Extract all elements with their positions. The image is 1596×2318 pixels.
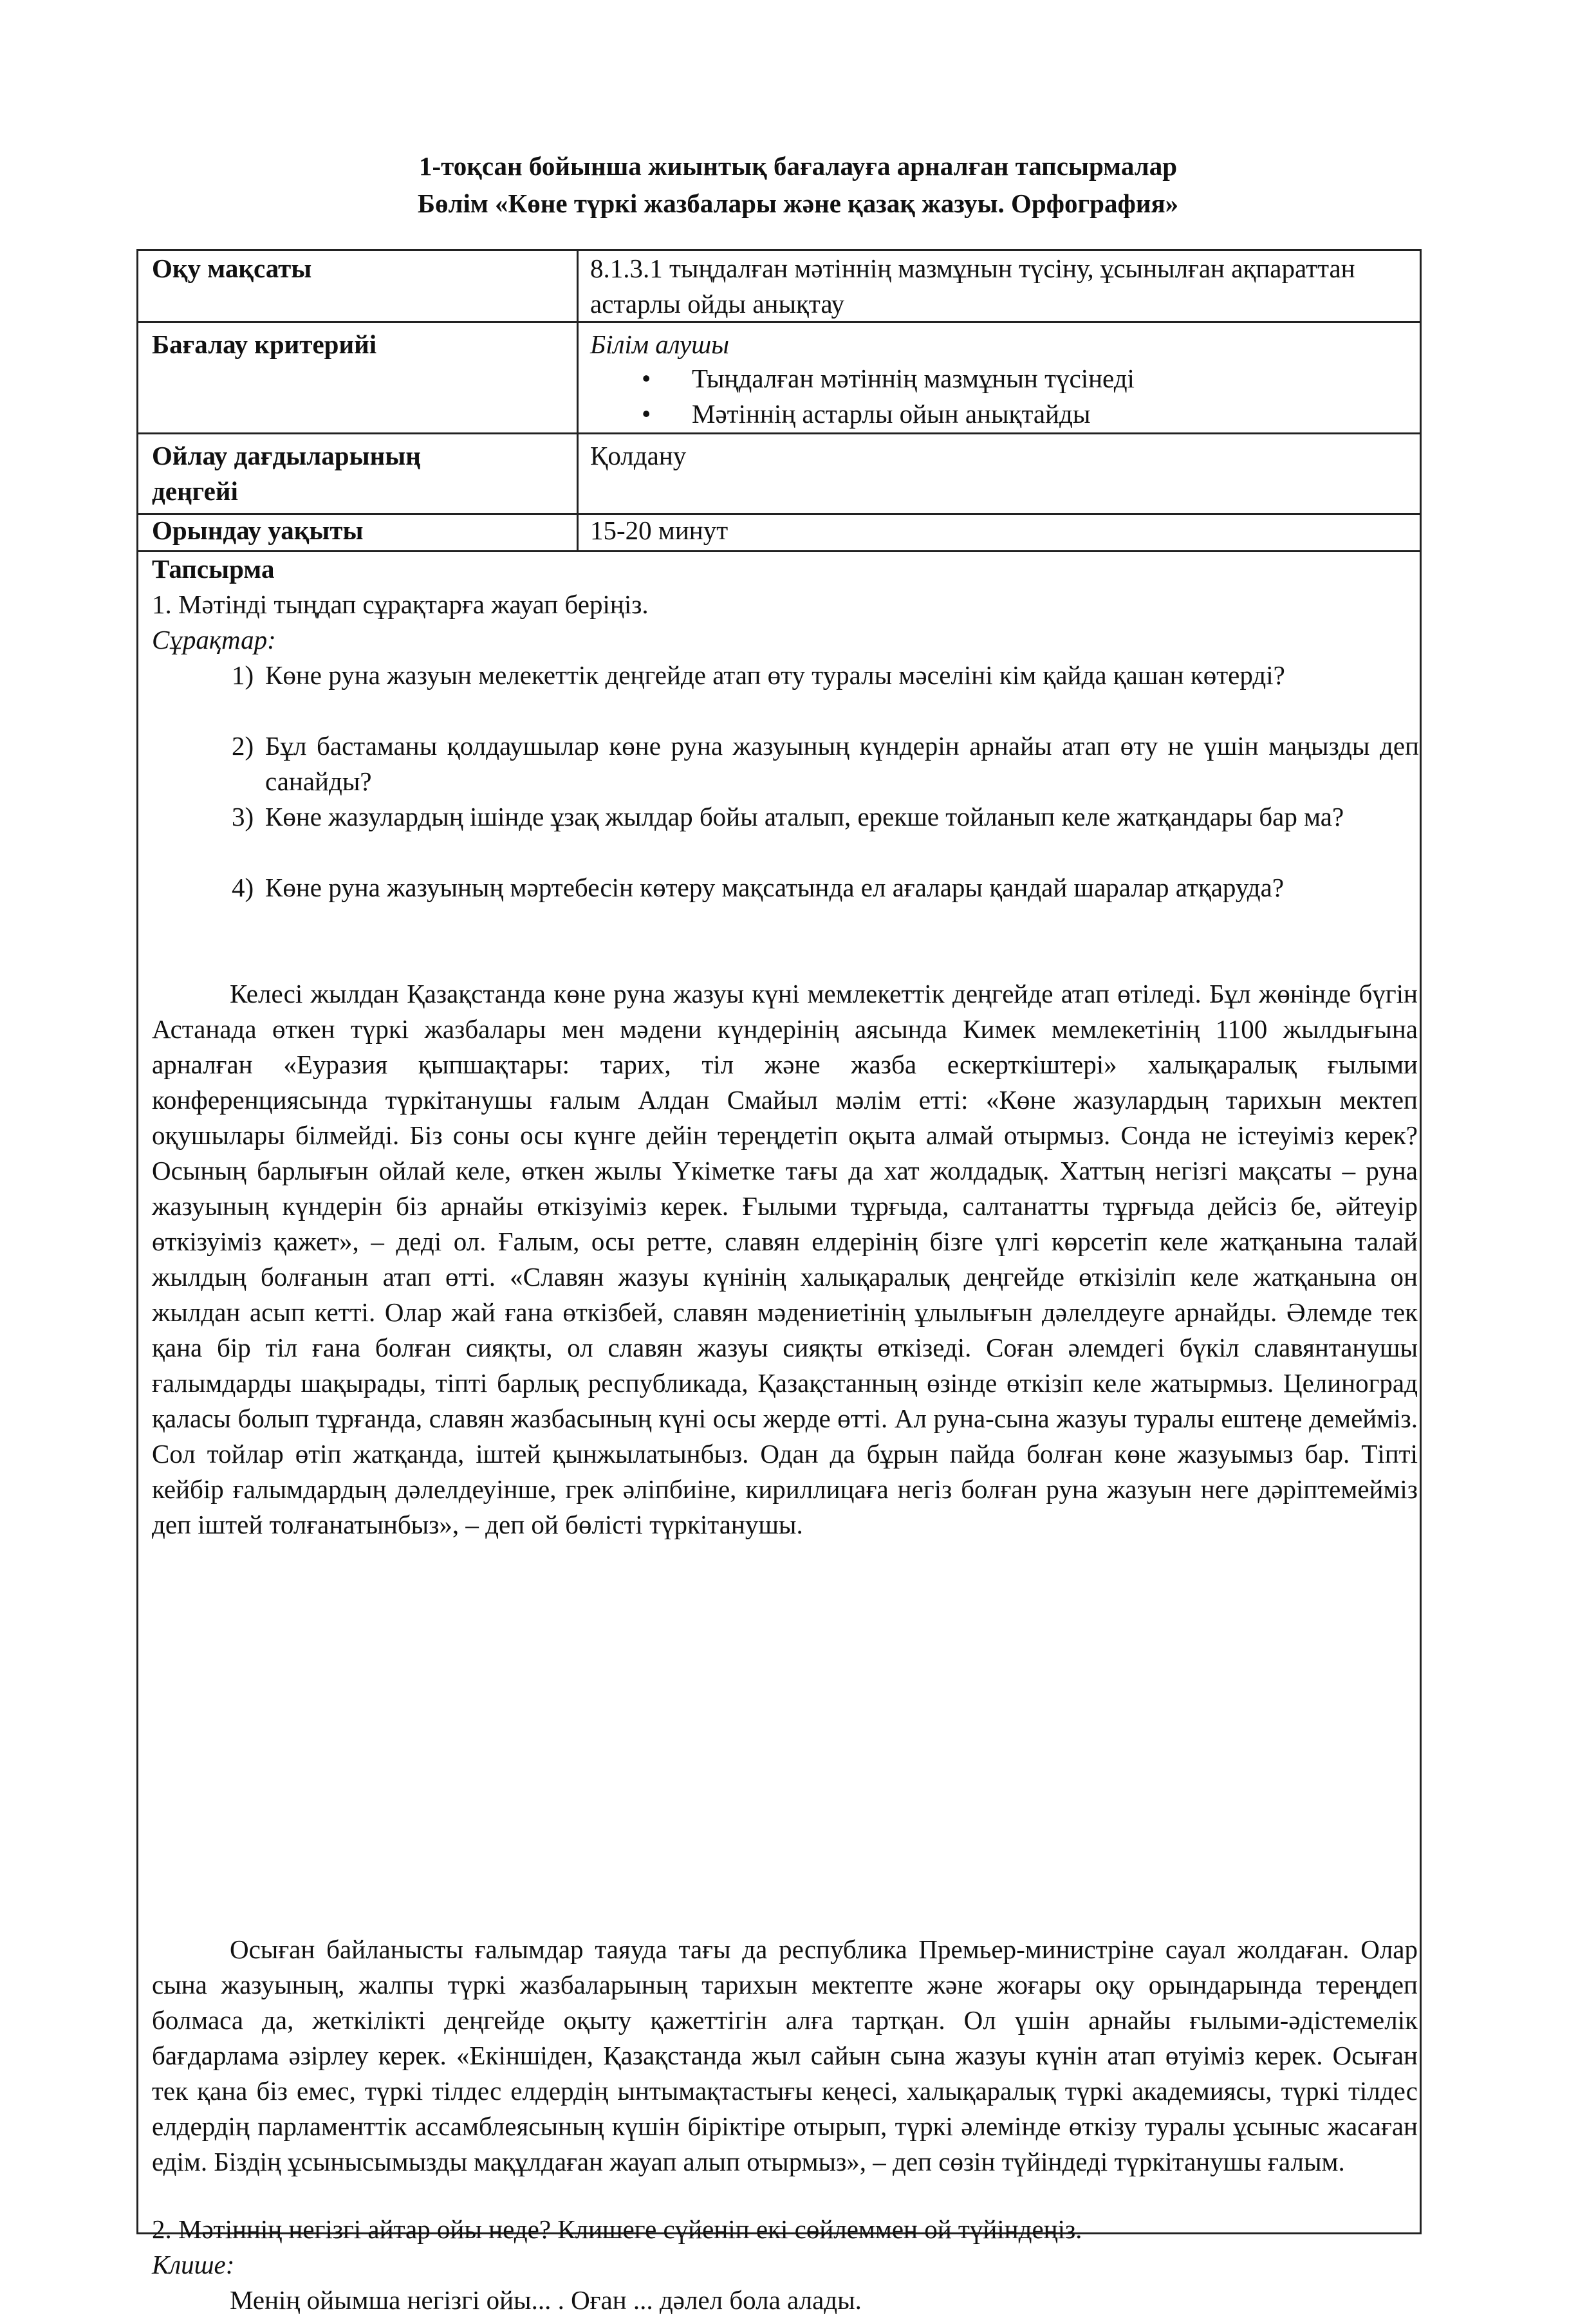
listening-text-paragraph-2: Осыған байланысты ғалымдар таяуда тағы да республика Премьер-министріне сауал жолдаған. Олар сына жазуының, жалпы түркі жазбаларының тарихын мектепте және жоғары оқу орындарында тереңдеп болмаса да, жеткілікті деңгейде оқыту қажеттігін алға тартқан. Ол үшін арнайы ғылыми-әдістемелік бағдарлама әзірлеу керек. «Екіншіден, Қазақстанда жыл сайын сына жазуы күнін атап өтуіміз керек. Осыған тек қана біз емес, түркі тілдес елдердің ынтымақтастығы кеңесі, халықаралық түркі академиясы, түркі тілдес елдердің парламенттік ассамблеясының күшін біріктіре отырып, түркі әлемінде өткізу туралы ұсыныс жасаған едім. Біздің ұсынысымызды мақұлдаған жауап алып отырмыз», – деп сөзін түйіндеді түркітанушы ғалым. [152, 1934, 1418, 2176]
task-instruction-1: 1. Мәтінді тыңдап сұрақтарға жауап беріңіз. [152, 589, 649, 619]
criteria-intro: Білім алушы [590, 329, 730, 359]
document-title-line2: Бөлім «Көне түркі жазбалары және қазақ жазуы. Орфография» [417, 189, 1179, 218]
bullet-icon: • [642, 399, 651, 429]
questions-label: Сұрақтар: [152, 625, 276, 654]
time-value: 15-20 минут [590, 515, 728, 545]
criteria-item-text: Мәтіннің астарлы ойын анықтайды [692, 399, 1091, 429]
question-number: 4) [232, 873, 254, 902]
question-item [232, 870, 1419, 905]
question-number: 1) [232, 660, 254, 690]
thinking-level-label: Ойлау дағдыларының деңгейі [152, 441, 421, 506]
cliche-label: Клише: [152, 2250, 235, 2279]
bullet-icon: • [642, 364, 651, 393]
criteria-label: Бағалау критерийі [152, 329, 377, 359]
question-text: Бұл бастаманы қолдаушылар көне руна жазуының күндерін арнайы атап өту не үшін маңызды деп санайды? [265, 731, 1419, 796]
question-text: Көне руна жазуын мелекеттік деңгейде атап өту туралы мәселіні кім қайда қашан көтерді? [265, 660, 1285, 690]
row-divider [138, 550, 1420, 552]
question-number: 3) [232, 802, 254, 831]
thinking-level-value: Қолдану [590, 441, 687, 470]
cliche-text: Менің ойымша негізгі ойы... . Оған ... дәлел бола алады. [230, 2285, 862, 2315]
question-item [232, 728, 1419, 799]
column-divider [577, 251, 579, 550]
task-heading: Тапсырма [152, 554, 275, 584]
task-instruction-2: 2. Мәтіннің негізгі айтар ойы неде? Клишеге сүйеніп екі сөйлеммен ой түйіндеңіз. [152, 2214, 1082, 2244]
objective-value: 8.1.3.1 тыңдалған мәтіннің мазмұнын түсіну, ұсынылған ақпараттан астарлы ойды анықтау [590, 254, 1355, 319]
criteria-item-text: Тыңдалған мәтіннің мазмұнын түсінеді [692, 364, 1135, 393]
assessment-table [136, 249, 1422, 2315]
question-number: 2) [232, 731, 254, 761]
document-title-line1: 1-тоқсан бойынша жиынтық бағалауға арналған тапсырмалар [418, 151, 1177, 181]
question-item [232, 658, 1419, 693]
question-item [232, 799, 1419, 835]
question-text: Көне жазулардың ішінде ұзақ жылдар бойы аталып, ерекше тойланып келе жатқандары бар ма? [265, 802, 1344, 831]
time-label: Орындау уақыты [152, 515, 364, 545]
question-text: Көне руна жазуының мәртебесін көтеру мақсатында ел ағалары қандай шаралар атқаруда? [265, 873, 1285, 902]
row-divider [138, 432, 1420, 434]
objective-label: Оқу мақсаты [152, 254, 312, 283]
listening-text-paragraph-1: Келесі жылдан Қазақстанда көне руна жазуы күні мемлекеттік деңгейде атап өтіледі. Бұл жөнінде бүгін Астанада өткен түркі жазбалары мен мәдени күндерінің аясында Кимек мемлекетінің 1100 жылдығына арналған «Еуразия қыпшақтары: тарих, тіл және жазба ескерткіштері» халықаралық ғылыми конференциясында түркітанушы ғалым Алдан Смайыл мәлім етті: «Көне жазулардың тарихын мектеп оқушылары білмейді. Біз соны осы күнге дейін тереңдетіп оқыта алмай отырмыз. Сонда не істеуіміз керек? Осының барлығын ойлай келе, өткен жылы Үкіметке тағы да хат жолдадық. Хаттың негізгі мақсаты – руна жазуының күндерін біз арнайы өткізуіміз керек. Ғылыми тұрғыда, салтанатты тұрғыда дейсіз бе, әйтеуір өткізуіміз қажет», – деді ол. Ғалым, осы ретте, славян елдерінің бізге үлгі көрсетіп келе жатқанына талай жылдың болғанын атап өтті. «Славян жазуы күнінің халықаралық деңгейде өткізіліп келе жатқанына он жылдан асып кетті. Олар жай ғана өткізбей, славян мәдениетінің ұлылығын дәлелдеуге арнайды. Әлемде тек қана бір тіл ғана болған сияқты, ол славян жазуы сияқты өткізеді. Соған әлемдегі бүкіл славянтанушы ғалымдарды шақырады, тіпті барлық республикада, Қазақстанның өзінде өткізіп келе жатырмыз. Целиноград қаласы болып тұрғанда, славян жазбасының күні осы жерде өтті. Ал руна-сына жазуы туралы ештеңе демейміз. Сол тойлар өтіп жатқанда, іштей қынжылатынбыз. Одан да бұрын пайда болған көне жазуымыз бар. Тіпті кейбір ғалымдардың дәлелдеуінше, грек әліпбиіне, кириллицаға негіз болған руна жазуын неге дәріптемейміз деп іштей толғанатынбыз», – деп ой бөлісті түркітанушы. [152, 979, 1418, 1539]
